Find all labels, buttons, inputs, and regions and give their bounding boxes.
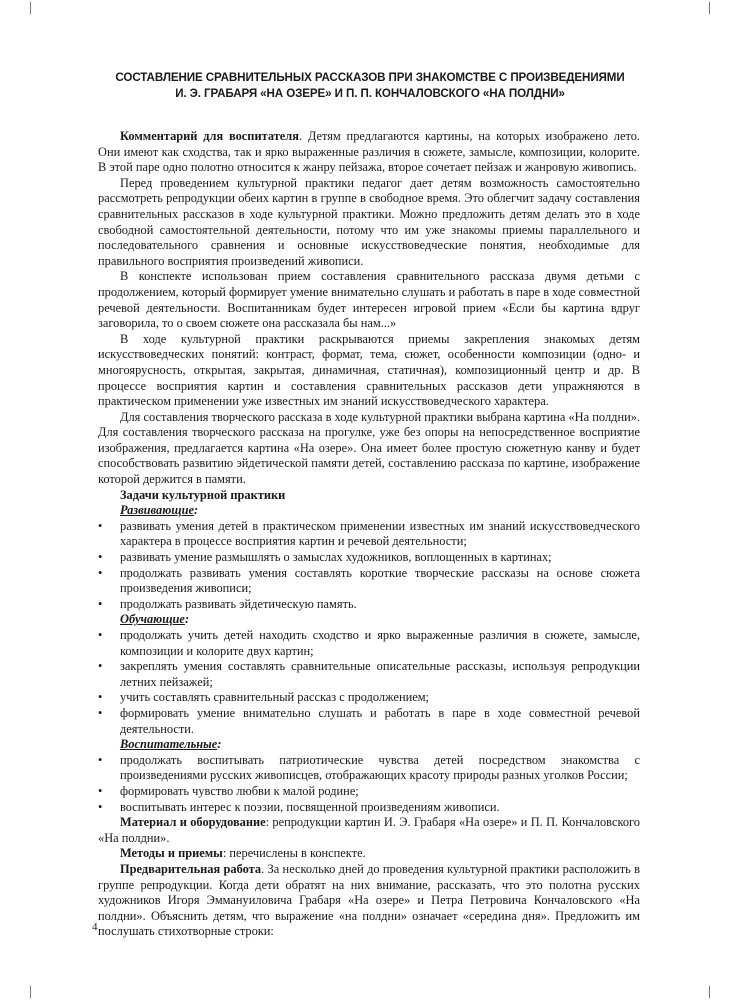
paragraph: Перед проведением культурной практики педагог дает детям возможность самостоятельно рассмотреть репродукции обеих картин в группе в свободное время. Это облегчит задачу составления сравнительных рассказов в ходе культурной практики. Можно предложить детям делать это в ходе свободной самостоятельной деятельности, потому что им уже знакомы приемы параллельного и последовательного сравнения и основные искусствоведческие понятия, необходимые для правильного восприятия произведений живописи. <box>98 175 640 268</box>
crop-mark-bottom-left <box>18 986 31 998</box>
materials-text: : репродукции картин И. Э. Грабаря «На озере» и П. П. Кончаловского «На полдни». <box>98 815 641 845</box>
tasks-list-upbringing <box>98 753 640 815</box>
methods-text: : перечислены в конспекте. <box>222 846 366 861</box>
group-label-upbringing: Воспитательные <box>120 737 218 752</box>
list-item <box>98 690 640 706</box>
crop-mark-bottom-right <box>709 986 722 998</box>
bullet-icon: • <box>98 783 103 798</box>
list-item <box>98 706 640 737</box>
list-item-text: продолжать учить детей находить сходство и ярко выраженные различия в сюжете, замысле, композиции и колорите двух картин; <box>120 628 640 658</box>
list-item-text: формировать чувство любви к малой родине; <box>120 783 359 798</box>
title-line-1: СОСТАВЛЕНИЕ СРАВНИТЕЛЬНЫХ РАССКАЗОВ ПРИ ЗНАКОМСТВЕ С ПРОИЗВЕДЕНИЯМИ <box>115 71 625 84</box>
list-item-text: продолжать развивать умения составлять короткие творческие рассказы на основе сюжета произведения живописи; <box>120 565 640 596</box>
tasks-list-developing <box>98 519 640 613</box>
list-item-text: развивать умение размышлять о замыслах художников, воплощенных в картинах; <box>120 550 552 565</box>
bullet-icon: • <box>98 596 103 611</box>
tasks-heading: Задачи культурной практики <box>120 487 286 502</box>
list-item <box>98 784 640 800</box>
bullet-icon: • <box>98 690 103 705</box>
list-item <box>98 753 640 784</box>
methods-paragraph <box>98 846 640 862</box>
materials-paragraph <box>98 815 640 846</box>
list-item-text: закреплять умения составлять сравнительные описательные рассказы, используя репродукции летних пейзажей; <box>120 659 640 689</box>
intro-text: . Детям предлагаются картины, на которых изображено лето. Они имеют как сходства, так и ярко выраженные различия в сюжете, замысле, композиции, колорите. В этой паре одно полотно относится к жанру пейзажа, второе сочетает пейзаж и жанровую живопись. <box>98 129 640 175</box>
title-line-2: И. Э. ГРАБАРЯ «НА ОЗЕРЕ» И П. П. КОНЧАЛОВСКОГО «НА ПОЛДНИ» <box>175 87 565 100</box>
paragraph: В ходе культурной практики раскрываются приемы закрепления знакомых детям искусствоведческих понятий: контраст, формат, тема, сюжет, особенности композиции (одно- и многоярусность, открытая, закрытая, динамичная, статичная), композиционный центр и др. В процессе восприятия картин и составления сравнительных рассказов дети упражняются в практическом применении уже известных им знаний искусствоведческого характера. <box>98 331 640 409</box>
list-item <box>98 519 640 550</box>
crop-mark-top-right <box>709 2 722 14</box>
prework-text: . За несколько дней до проведения культурной практики расположить в группе репродукции. Когда дети обратят на них внимание, рассказать, что это полотна русских художников Игоря Эммануиловича Грабаря «На озере» и Петра Петровича Кончаловского «На полдни». Объяснить детям, что выражение «на полдни» означает «середина дня». Предложить им послушать стихотворные строки: <box>98 861 640 939</box>
intro-paragraph <box>98 129 640 176</box>
prework-lead: Предварительная работа <box>120 861 262 876</box>
list-item <box>98 659 640 690</box>
tasks-list-educational <box>98 628 640 737</box>
tasks-group-label: Обучающие: <box>120 612 190 627</box>
list-item <box>98 566 640 597</box>
materials-lead: Материал и оборудование <box>120 815 266 830</box>
bullet-icon: • <box>98 518 103 533</box>
list-item-text: учить составлять сравнительный рассказ с продолжением; <box>120 690 430 705</box>
bullet-icon: • <box>98 799 103 814</box>
bullet-icon: • <box>98 659 103 674</box>
list-item-text: формировать умение внимательно слушать и работать в паре в ходе совместной речевой деятельности. <box>120 705 640 736</box>
list-item-text: развивать умения детей в практическом применении известных им знаний искусствоведческого характера в процессе восприятия картин и речевой деятельности; <box>120 518 640 549</box>
page-number: 4 <box>92 921 98 933</box>
bullet-icon: • <box>98 752 103 767</box>
list-item <box>98 597 640 613</box>
methods-lead: Методы и приемы <box>120 846 223 861</box>
group-label-developing: Развивающие <box>120 503 194 518</box>
crop-mark-top-left <box>18 2 31 14</box>
tasks-group-label: Воспитательные: <box>120 737 222 752</box>
list-item-text: воспитывать интерес к поэзии, посвященной произведениям живописи. <box>120 799 500 814</box>
intro-lead: Комментарий для воспитателя <box>120 129 299 143</box>
bullet-icon: • <box>98 705 103 720</box>
list-item-text: продолжать воспитывать патриотические чувства детей посредством знакомства с произведениями русских живописцев, отображающих красоту природы разных уголков России; <box>120 752 640 783</box>
body-text <box>98 129 640 940</box>
list-item <box>98 628 640 659</box>
list-item <box>98 800 640 816</box>
tasks-group-label: Развивающие: <box>120 503 199 518</box>
list-item <box>98 550 640 566</box>
bullet-icon: • <box>98 550 103 565</box>
bullet-icon: • <box>98 565 103 580</box>
paragraph: В конспекте использован прием составления сравнительного рассказа двумя детьми с продолжением, который формирует умение внимательно слушать и работать в паре в ходе совместной речевой деятельности. Воспитанникам будет интересен игровой прием «Если бы картина вдруг заговорила, то о своем сюжете она рассказала бы нам...» <box>98 269 640 331</box>
page-title <box>70 70 670 102</box>
paragraph: Для составления творческого рассказа в ходе культурной практики выбрана картина «На полдни». Для составления творческого рассказа на прогулке, уже без опоры на непосредственное восприятие изображения, предлагается картина «На озере». Она имеет более простую сюжетную канву и будет способствовать развитию эйдетической памяти детей, составлению рассказа по картине, изображение которой держится в памяти. <box>98 409 640 487</box>
prework-paragraph <box>98 862 640 940</box>
bullet-icon: • <box>98 628 103 642</box>
group-label-educational: Обучающие <box>120 612 185 627</box>
list-item-text: продолжать развивать эйдетическую память. <box>120 596 357 611</box>
